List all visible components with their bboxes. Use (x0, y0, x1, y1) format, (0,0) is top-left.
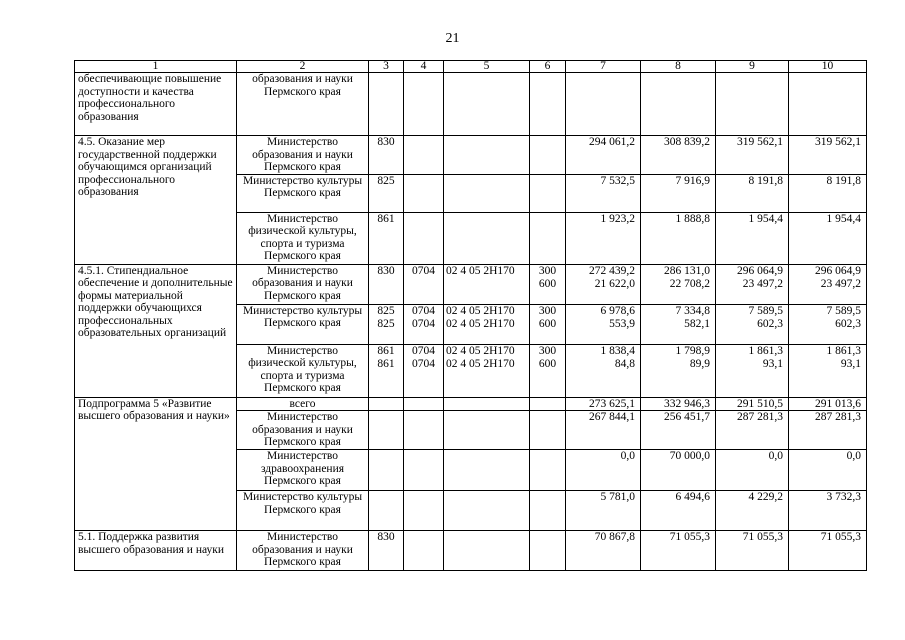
value-cell: 286 131,0 (664, 264, 710, 277)
header-cell: 10 (789, 61, 867, 73)
value-cell: 287 281,3 (716, 411, 789, 450)
value-cell: 582,1 (684, 317, 710, 330)
value-cell: 93,1 (840, 357, 861, 370)
section-code: 0704 (412, 317, 435, 330)
ministry-name: Министерство культуры Пермского края (237, 304, 369, 344)
value-cell: 7 916,9 (641, 174, 716, 212)
header-cell: 6 (530, 61, 566, 73)
value-cell: 5 781,0 (566, 491, 641, 531)
ministry-name: всего (237, 397, 369, 411)
value-cell: 1 798,9 (675, 344, 710, 357)
value-cell: 291 510,5 (716, 397, 789, 411)
program-name: обеспечивающие повышение доступности и качества профессионального образования (75, 73, 237, 136)
ministry-name: Министерство образования и науки Пермского края (237, 264, 369, 304)
grbs-code: 830 (377, 264, 395, 277)
header-row (75, 61, 867, 73)
value-cell: 8 191,8 (716, 174, 789, 212)
value-cell: 602,3 (757, 317, 783, 330)
program-name: Подпрограмма 5 «Развитие высшего образования и науки» (75, 397, 237, 531)
ministry-name: Министерство культуры Пермского края (237, 174, 369, 212)
ministry-name: Министерство образования и науки Пермского края (237, 411, 369, 450)
value-cell: 1 923,2 (566, 212, 641, 264)
section-code: 0704 (412, 357, 435, 370)
ministry-name: Министерство образования и науки Пермского края (237, 136, 369, 175)
value-cell: 71 055,3 (716, 531, 789, 571)
value-cell: 267 844,1 (566, 411, 641, 450)
value-cell: 332 946,3 (641, 397, 716, 411)
value-cell: 296 064,9 (737, 264, 783, 277)
value-cell: 272 439,2 (589, 264, 635, 277)
expense-type-code: 300 (538, 344, 557, 357)
value-cell: 287 281,3 (789, 411, 867, 450)
expense-type-code: 600 (538, 317, 557, 330)
value-cell: 294 061,2 (566, 136, 641, 175)
table-row (75, 397, 867, 411)
ministry-name: Министерство здравоохранения Пермского края (237, 450, 369, 491)
value-cell: 7 589,5 (826, 304, 861, 317)
header-cell: 7 (566, 61, 641, 73)
ministry-name: Министерство физической культуры, спорта и туризма Пермского края (237, 212, 369, 264)
ministry-name: Министерство образования и науки Пермского края (237, 531, 369, 571)
grbs-code: 830 (369, 531, 404, 571)
header-cell: 1 (75, 61, 237, 73)
grbs-code: 825 (377, 304, 395, 317)
header-cell: 9 (716, 61, 789, 73)
header-cell: 3 (369, 61, 404, 73)
value-cell: 1 954,4 (789, 212, 867, 264)
header-cell: 5 (444, 61, 530, 73)
value-cell: 553,9 (609, 317, 635, 330)
target-article-code: 02 4 05 2Н170 (446, 317, 515, 330)
value-cell: 4 229,2 (716, 491, 789, 531)
value-cell: 291 013,6 (789, 397, 867, 411)
program-name: 4.5.1. Стипендиальное обеспечение и дополнительные формы материальной поддержки обучающихся профессиональных образовательных организаций (75, 264, 237, 397)
value-cell: 1 954,4 (716, 212, 789, 264)
value-cell: 8 191,8 (789, 174, 867, 212)
grbs-code: 830 (369, 136, 404, 175)
table-row (75, 136, 867, 175)
ministry-name: Министерство культуры Пермского края (237, 491, 369, 531)
expense-type-code: 600 (538, 357, 557, 370)
value-cell: 70 867,8 (566, 531, 641, 571)
value-cell: 319 562,1 (789, 136, 867, 175)
value-cell: 6 494,6 (641, 491, 716, 531)
grbs-code (372, 278, 400, 291)
grbs-code: 861 (377, 344, 395, 357)
program-name: 4.5. Оказание мер государственной поддержки обучающимся организаций профессионального образования (75, 136, 237, 265)
target-article-code: 02 4 05 2Н170 (446, 304, 515, 317)
value-cell: 70 000,0 (641, 450, 716, 491)
value-cell: 21 622,0 (594, 277, 635, 290)
value-cell: 71 055,3 (789, 531, 867, 571)
value-cell: 0,0 (716, 450, 789, 491)
expense-type-code: 300 (538, 264, 557, 277)
grbs-code: 825 (377, 317, 395, 330)
value-cell: 22 708,2 (669, 277, 710, 290)
budget-table (74, 60, 867, 571)
value-cell: 23 497,2 (820, 277, 861, 290)
value-cell: 0,0 (789, 450, 867, 491)
value-cell: 319 562,1 (716, 136, 789, 175)
section-code: 0704 (412, 344, 435, 357)
value-cell: 0,0 (566, 450, 641, 491)
page-number: 21 (445, 31, 460, 46)
table-row (75, 531, 867, 571)
value-cell: 23 497,2 (742, 277, 783, 290)
value-cell: 7 334,8 (675, 304, 710, 317)
value-cell: 7 532,5 (566, 174, 641, 212)
value-cell: 1 888,8 (641, 212, 716, 264)
value-cell: 7 589,5 (748, 304, 783, 317)
header-cell: 8 (641, 61, 716, 73)
value-cell: 93,1 (762, 357, 783, 370)
program-name: 5.1. Поддержка развития высшего образования и науки (75, 531, 237, 571)
value-cell: 602,3 (835, 317, 861, 330)
table-row (75, 264, 867, 304)
target-article-code (446, 278, 526, 291)
value-cell: 71 055,3 (641, 531, 716, 571)
expense-type-code: 600 (538, 277, 557, 290)
section-code (407, 278, 440, 291)
value-cell: 6 978,6 (600, 304, 635, 317)
value-cell: 296 064,9 (815, 264, 861, 277)
target-article-code: 02 4 05 2Н170 (446, 344, 515, 357)
value-cell: 89,9 (689, 357, 710, 370)
value-cell: 3 732,3 (789, 491, 867, 531)
section-code: 0704 (412, 304, 435, 317)
header-cell: 4 (404, 61, 444, 73)
grbs-code: 825 (369, 174, 404, 212)
value-cell: 256 451,7 (641, 411, 716, 450)
section-code: 0704 (412, 264, 435, 277)
value-cell: 84,8 (614, 357, 635, 370)
expense-type-code: 300 (538, 304, 557, 317)
grbs-code: 861 (377, 357, 395, 370)
value-cell: 1 838,4 (600, 344, 635, 357)
target-article-code: 02 4 05 2Н170 (446, 357, 515, 370)
value-cell: 308 839,2 (641, 136, 716, 175)
value-cell: 1 861,3 (748, 344, 783, 357)
target-article-code: 02 4 05 2Н170 (446, 264, 515, 277)
ministry-name: Министерство физической культуры, спорта и туризма Пермского края (237, 344, 369, 397)
grbs-code: 861 (369, 212, 404, 264)
table-row (75, 73, 867, 136)
ministry-name: образования и науки Пермского края (237, 73, 369, 136)
value-cell: 1 861,3 (826, 344, 861, 357)
value-cell: 273 625,1 (566, 397, 641, 411)
header-cell: 2 (237, 61, 369, 73)
